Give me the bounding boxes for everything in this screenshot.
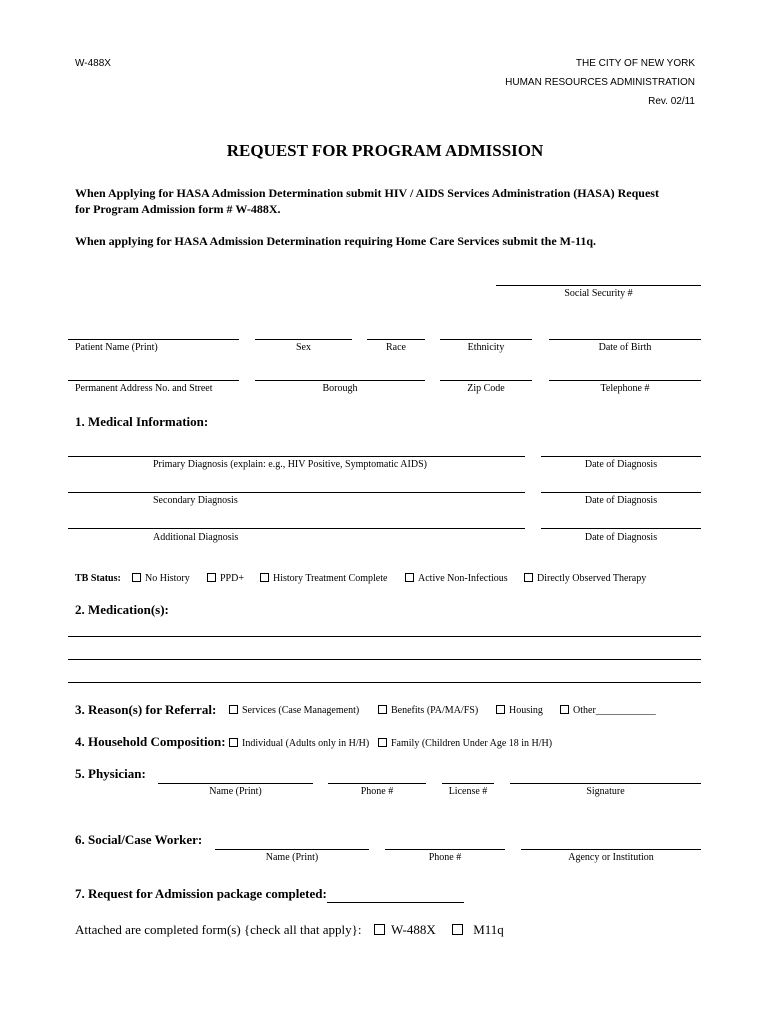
option-m11q: M11q [473, 922, 504, 937]
physician-heading: 5. Physician: [75, 766, 146, 781]
dob-label: Date of Birth [598, 342, 652, 353]
caseworker-agency-label: Agency or Institution [568, 852, 654, 863]
tb-status-label: TB Status: [75, 573, 121, 584]
primary-diagnosis-field[interactable] [68, 456, 525, 457]
physician-signature-label: Signature [586, 786, 625, 797]
checkbox-icon[interactable] [207, 573, 216, 582]
borough-field[interactable] [255, 380, 425, 381]
attached-forms-row [75, 922, 504, 938]
caseworker-agency-field[interactable] [521, 849, 701, 850]
race-label: Race [386, 342, 406, 353]
tb-option-history-complete[interactable]: History Treatment Complete [260, 573, 387, 584]
borough-label: Borough [322, 383, 358, 394]
caseworker-name-label: Name (Print) [265, 852, 319, 863]
instruction-1-line-2: for Program Admission form # W-488X. [75, 202, 281, 216]
checkbox-icon[interactable] [229, 705, 238, 714]
household-option-family[interactable]: Family (Children Under Age 18 in H/H) [378, 738, 552, 749]
referral-option-services[interactable]: Services (Case Management) [229, 705, 359, 716]
household-option-individual[interactable]: Individual (Adults only in H/H) [229, 738, 369, 749]
sex-field[interactable] [255, 339, 352, 340]
tb-option-ppd[interactable]: PPD+ [207, 573, 244, 584]
checkbox-icon[interactable] [260, 573, 269, 582]
address-field[interactable] [68, 380, 239, 381]
secondary-date-label: Date of Diagnosis [584, 495, 658, 506]
tb-option-directly-observed[interactable]: Directly Observed Therapy [524, 573, 646, 584]
checkbox-icon[interactable] [496, 705, 505, 714]
caseworker-heading: 6. Social/Case Worker: [75, 832, 203, 847]
referral-option-other[interactable]: Other____________ [560, 705, 656, 716]
caseworker-name-field[interactable] [215, 849, 369, 850]
patient-name-label: Patient Name (Print) [75, 342, 158, 353]
ethnicity-label: Ethnicity [467, 342, 505, 353]
physician-license-field[interactable] [442, 783, 494, 784]
caseworker-phone-field[interactable] [385, 849, 505, 850]
additional-date-field[interactable] [541, 528, 701, 529]
medication-line-3[interactable] [68, 682, 701, 683]
ethnicity-field[interactable] [440, 339, 532, 340]
checkbox-icon[interactable] [378, 705, 387, 714]
telephone-label: Telephone # [600, 383, 650, 394]
secondary-date-field[interactable] [541, 492, 701, 493]
primary-date-field[interactable] [541, 456, 701, 457]
physician-phone-label: Phone # [360, 786, 394, 797]
race-field[interactable] [367, 339, 425, 340]
medication-line-1[interactable] [68, 636, 701, 637]
patient-name-field[interactable] [68, 339, 239, 340]
sex-label: Sex [296, 342, 311, 353]
additional-diagnosis-field[interactable] [68, 528, 525, 529]
attached-forms-label: Attached are completed form(s) {check all that apply}: [75, 922, 362, 937]
option-w488x: W-488X [390, 922, 436, 937]
medication-heading: 2. Medication(s): [75, 602, 169, 617]
dob-field[interactable] [549, 339, 701, 340]
referral-option-housing[interactable]: Housing [496, 705, 543, 716]
tb-option-active-non-infectious[interactable]: Active Non-Infectious [405, 573, 508, 584]
household-heading: 4. Household Composition: [75, 734, 226, 749]
medical-heading: 1. Medical Information: [75, 414, 209, 429]
referral-heading: 3. Reason(s) for Referral: [75, 702, 217, 717]
checkbox-icon[interactable] [524, 573, 533, 582]
page-title: REQUEST FOR PROGRAM ADMISSION [226, 141, 544, 160]
instruction-2: When applying for HASA Admission Determination requiring Home Care Services submit the M-11q. [75, 234, 597, 248]
caseworker-phone-label: Phone # [428, 852, 462, 863]
zip-field[interactable] [440, 380, 532, 381]
secondary-diagnosis-field[interactable] [68, 492, 525, 493]
checkbox-icon[interactable] [405, 573, 414, 582]
address-label: Permanent Address No. and Street [75, 383, 213, 394]
instruction-1-line-1: When Applying for HASA Admission Determination submit HIV / AIDS Services Administration (HASA) Request [75, 186, 659, 200]
checkbox-m11q-icon[interactable] [452, 924, 463, 935]
primary-diagnosis-label: Primary Diagnosis (explain: e.g., HIV Positive, Symptomatic AIDS) [153, 459, 427, 470]
ssn-label: Social Security # [564, 288, 633, 299]
additional-diagnosis-label: Additional Diagnosis [153, 532, 239, 543]
physician-signature-field[interactable] [510, 783, 701, 784]
checkbox-icon[interactable] [132, 573, 141, 582]
secondary-diagnosis-label: Secondary Diagnosis [153, 495, 238, 506]
checkbox-icon[interactable] [378, 738, 387, 747]
zip-label: Zip Code [467, 383, 505, 394]
telephone-field[interactable] [549, 380, 701, 381]
tb-option-no-history[interactable]: No History [132, 573, 190, 584]
revision: Rev. 02/11 [648, 96, 695, 107]
checkbox-icon[interactable] [560, 705, 569, 714]
primary-date-label: Date of Diagnosis [584, 459, 658, 470]
physician-license-label: License # [448, 786, 488, 797]
form-id: W-488X [75, 58, 111, 69]
checkbox-w488x-icon[interactable] [374, 924, 385, 935]
physician-name-label: Name (Print) [209, 786, 262, 797]
physician-phone-field[interactable] [328, 783, 426, 784]
agency-line-2: HUMAN RESOURCES ADMINISTRATION [505, 77, 695, 88]
additional-date-label: Date of Diagnosis [584, 532, 658, 543]
package-heading: 7. Request for Admission package completed: [75, 886, 327, 901]
referral-option-benefits[interactable]: Benefits (PA/MA/FS) [378, 705, 478, 716]
physician-name-field[interactable] [158, 783, 313, 784]
medication-line-2[interactable] [68, 659, 701, 660]
checkbox-icon[interactable] [229, 738, 238, 747]
agency-line-1: THE CITY OF NEW YORK [575, 58, 695, 69]
package-completed-field[interactable] [327, 902, 464, 903]
ssn-field[interactable] [496, 285, 701, 286]
